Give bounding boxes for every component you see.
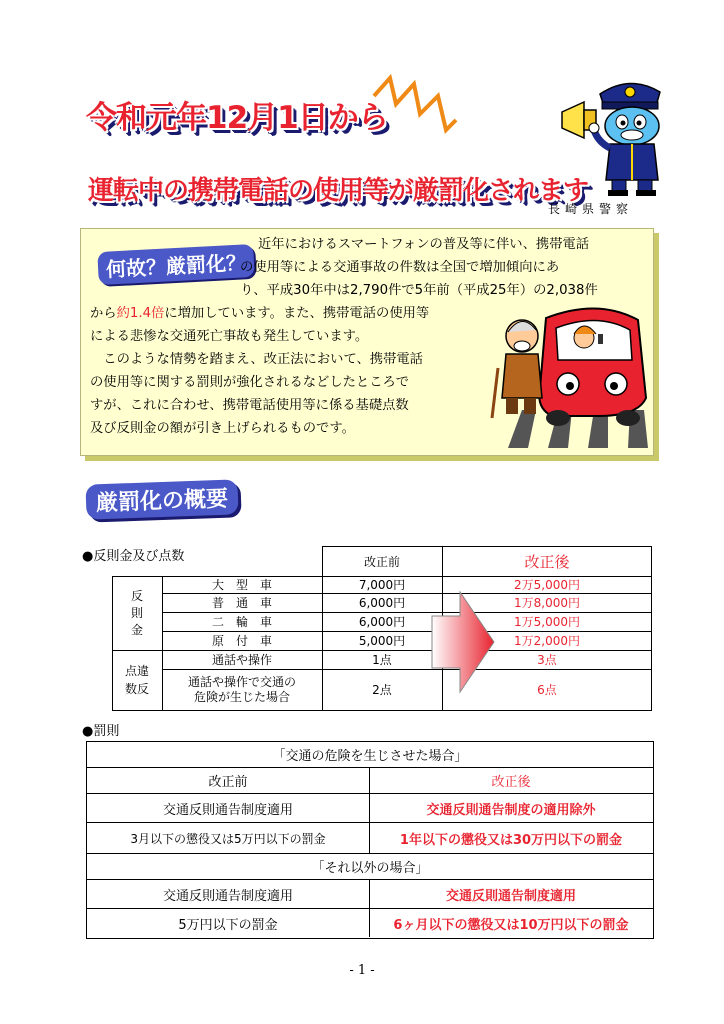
t2-row-before: 交通反則通告制度適用: [162, 802, 293, 818]
t1-row-name: 普 通 車: [211, 596, 272, 610]
lightning-burst-icon: [370, 74, 460, 144]
t2-row-before: 3月以下の懲役又は5万円以下の罰金: [130, 831, 326, 846]
t1-row-name: [162, 669, 322, 710]
penalty-table: [86, 741, 654, 939]
overview-badge: 厳罰化の概要: [85, 479, 238, 519]
t2-header-row: [87, 768, 653, 794]
why-badge: 何故？厳罰化？: [97, 244, 255, 285]
t1-row-name-line-2: 危険が生じた場合: [193, 689, 290, 704]
t2-case2-title-row: [87, 854, 653, 880]
t2-case1-title: 「交通の危険を生じさせた場合」: [272, 749, 468, 764]
t1-header-before: 改正前: [363, 554, 400, 569]
t1-row-name: 通話や操作: [211, 653, 272, 667]
t2-row-after: 1年以下の懲役又は30万円以下の罰金: [369, 823, 652, 853]
t1-row-after: 1万8,000円: [514, 596, 580, 610]
police-mascot-illustration: [560, 72, 670, 197]
t1-group-fine-char-1: 反: [130, 588, 143, 603]
t2-case2-title: 「それ以外の場合」: [311, 861, 429, 876]
t1-group-points-line-2: 数反: [124, 682, 149, 696]
t1-row-after: 1万5,000円: [514, 615, 580, 629]
t1-row-name: 原 付 車: [211, 634, 272, 648]
intro-highlight-ratio: 約1.4倍: [116, 306, 165, 321]
t2-row: [87, 823, 653, 854]
page-number: - 1 -: [349, 963, 375, 978]
t1-group-points-line-1: 点違: [124, 664, 149, 678]
t1-row-before: 5,000円: [358, 634, 406, 648]
t1-row-after: 1万2,000円: [514, 634, 580, 648]
intro-line-7: の使用等に関する罰則が強化されるなどしたところで: [90, 375, 409, 390]
t1-row-name: 大 型 車: [211, 578, 272, 592]
t1-row-before: 7,000円: [358, 578, 406, 592]
t2-row: [87, 794, 653, 823]
t1-header-after: 改正後: [524, 552, 570, 571]
t2-row-before: 5万円以下の罰金: [178, 917, 278, 933]
t2-header-after: 改正後: [369, 768, 652, 793]
intro-line-9: 及び反則金の額が引き上げられるものです。: [90, 421, 355, 436]
t2-row: [87, 909, 653, 937]
subtitle: 運転中の携帯電話の使用等が厳罰化されます: [88, 176, 589, 206]
t2-row-after: 交通反則通告制度適用: [369, 880, 652, 908]
t1-row-after: 2万5,000円: [514, 578, 580, 592]
section-fines-label: ●反則金及び点数: [82, 549, 185, 564]
intro-line-4: [90, 302, 429, 326]
t2-case1-title-row: [87, 742, 653, 768]
intro-line-3: り、平成30年中は2,790件で5年前（平成25年）の2,038件: [240, 283, 598, 298]
t1-group-fine-char-3: 金: [130, 622, 143, 637]
intro-line-2: の使用等による交通事故の件数は全国で増加傾向にあ: [240, 260, 560, 275]
t1-group-points-label: [112, 650, 162, 710]
intro-line-6: このような情勢を踏まえ、改正法において、携帯電話: [90, 352, 423, 367]
t1-row-name: 二 輪 車: [211, 615, 272, 629]
main-title: 令和元年12月1日から: [86, 100, 388, 136]
arrow-right-icon: [430, 590, 496, 694]
t2-row: [87, 880, 653, 909]
t1-row-after: 3点: [537, 653, 557, 667]
t1-row-before: 2点: [372, 683, 392, 697]
t1-row-before: 6,000円: [358, 596, 406, 610]
fines-points-table: [112, 546, 652, 710]
t1-row-before: 1点: [372, 653, 392, 667]
intro-line-4-before: から: [90, 306, 117, 321]
t1-group-fine-label: [112, 576, 162, 650]
t2-header-before: 改正前: [208, 775, 248, 790]
t1-row-after: 6点: [537, 683, 557, 697]
t1-row-before: 6,000円: [358, 615, 406, 629]
t1-group-fine-char-2: 則: [130, 605, 143, 620]
intro-line-1: 近年におけるスマートフォンの普及等に伴い、携帯電話: [258, 237, 590, 252]
section-penalty-label: ●罰則: [82, 724, 120, 739]
intro-line-5: による悲惨な交通死亡事故も発生しています。: [90, 329, 369, 344]
t2-row-after: 6ヶ月以下の懲役又は10万円以下の罰金: [369, 909, 652, 937]
intro-line-8: すが、これに合わせ、携帯電話使用等に係る基礎点数: [90, 398, 409, 413]
intro-line-4-after: に増加しています。また、携帯電話の使用等: [164, 306, 430, 321]
t2-row-after: 交通反則通告制度の適用除外: [369, 794, 652, 822]
car-accident-illustration: [488, 298, 648, 448]
t1-row-name-line-1: 通話や操作で交通の: [187, 674, 296, 689]
organization-name: 長崎県警察: [548, 202, 634, 216]
t2-row-before: 交通反則通告制度適用: [162, 888, 293, 904]
